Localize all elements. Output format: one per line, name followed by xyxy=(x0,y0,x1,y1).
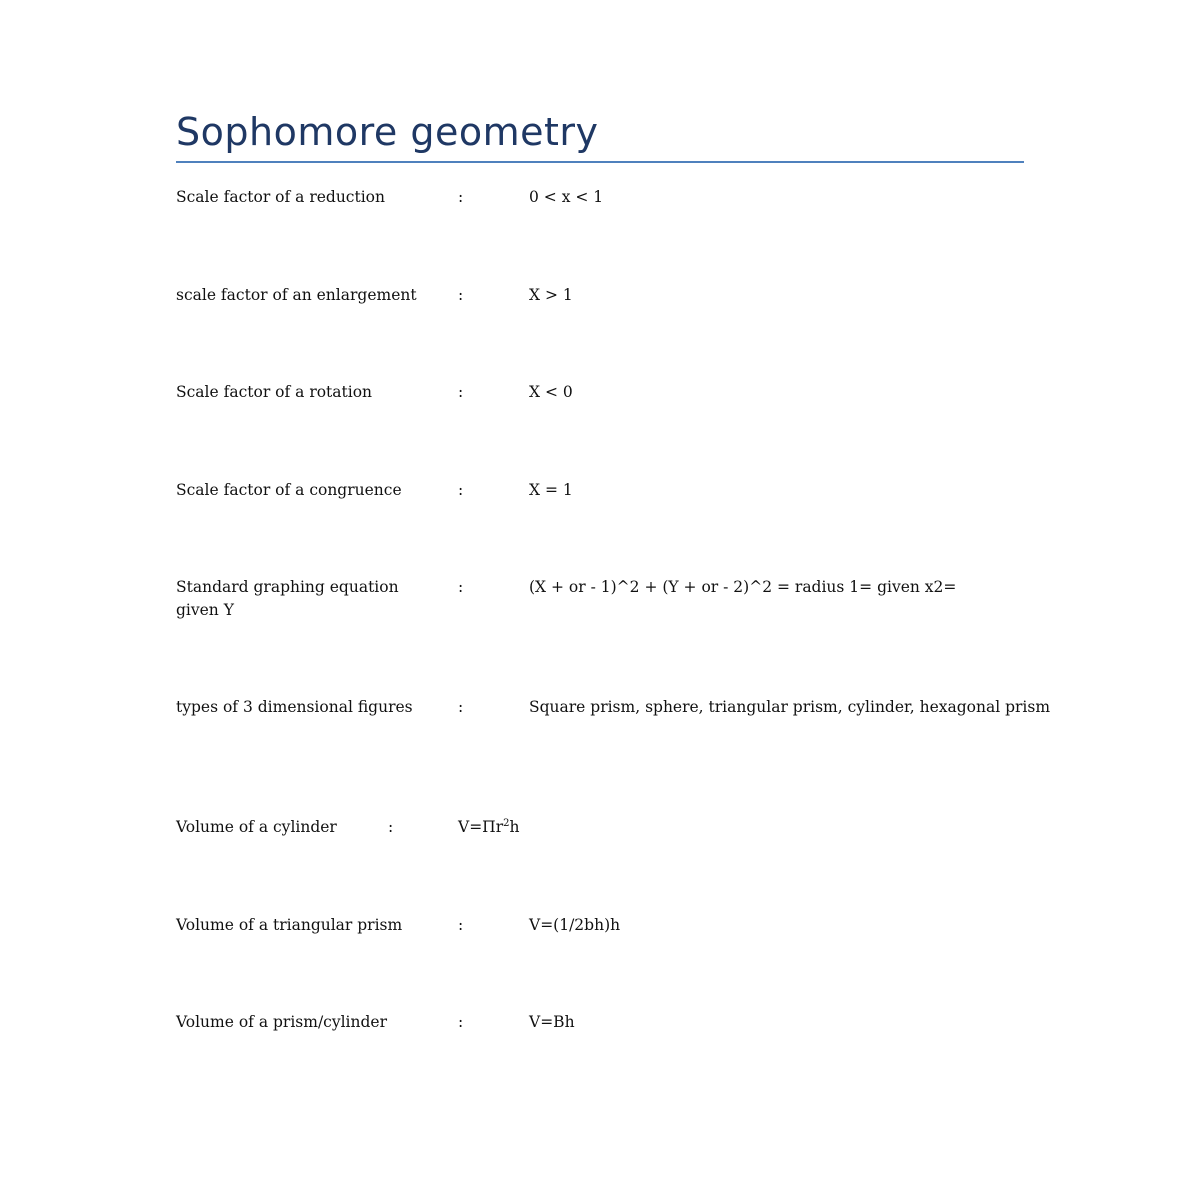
separator-colon: : xyxy=(458,578,464,596)
definition-label: scale factor of an enlargement xyxy=(176,286,417,304)
definition-value: V=Bh xyxy=(529,1013,575,1031)
definition-value: 0 < x < 1 xyxy=(529,188,604,206)
definition-label: types of 3 dimensional figures xyxy=(176,698,413,716)
separator-colon: : xyxy=(458,916,464,934)
definition-label: Scale factor of a reduction xyxy=(176,188,385,206)
separator-colon: : xyxy=(388,818,394,836)
definition-value: Square prism, sphere, triangular prism, cylinder, hexagonal prism xyxy=(529,698,1051,716)
definition-label: Volume of a triangular prism xyxy=(176,916,403,934)
formula-tail: h xyxy=(509,818,520,836)
definition-label: Volume of a cylinder xyxy=(176,818,337,836)
definition-value: X < 0 xyxy=(529,383,573,401)
formula-exponent: 2 xyxy=(503,817,510,829)
separator-colon: : xyxy=(458,481,464,499)
definition-value: (X + or - 1)^2 + (Y + or - 2)^2 = radius 1= given x2= xyxy=(529,578,957,596)
separator-colon: : xyxy=(458,383,464,401)
definition-label: Standard graphing equation given Y xyxy=(176,578,399,619)
separator-colon: : xyxy=(458,286,464,304)
title-underline xyxy=(176,161,1024,163)
definition-value: V=(1/2bh)h xyxy=(529,916,621,934)
separator-colon: : xyxy=(458,188,464,206)
definition-value: X = 1 xyxy=(529,481,573,499)
definition-label: Volume of a prism/cylinder xyxy=(176,1013,388,1031)
definition-label: Scale factor of a congruence xyxy=(176,481,402,499)
definition-value xyxy=(458,816,928,839)
page-title: Sophomore geometry xyxy=(176,110,599,154)
separator-colon: : xyxy=(458,1013,464,1031)
definition-label: Scale factor of a rotation xyxy=(176,383,373,401)
formula-main: V=Πr xyxy=(458,818,504,836)
separator-colon: : xyxy=(458,698,464,716)
definition-value: X > 1 xyxy=(529,286,573,304)
